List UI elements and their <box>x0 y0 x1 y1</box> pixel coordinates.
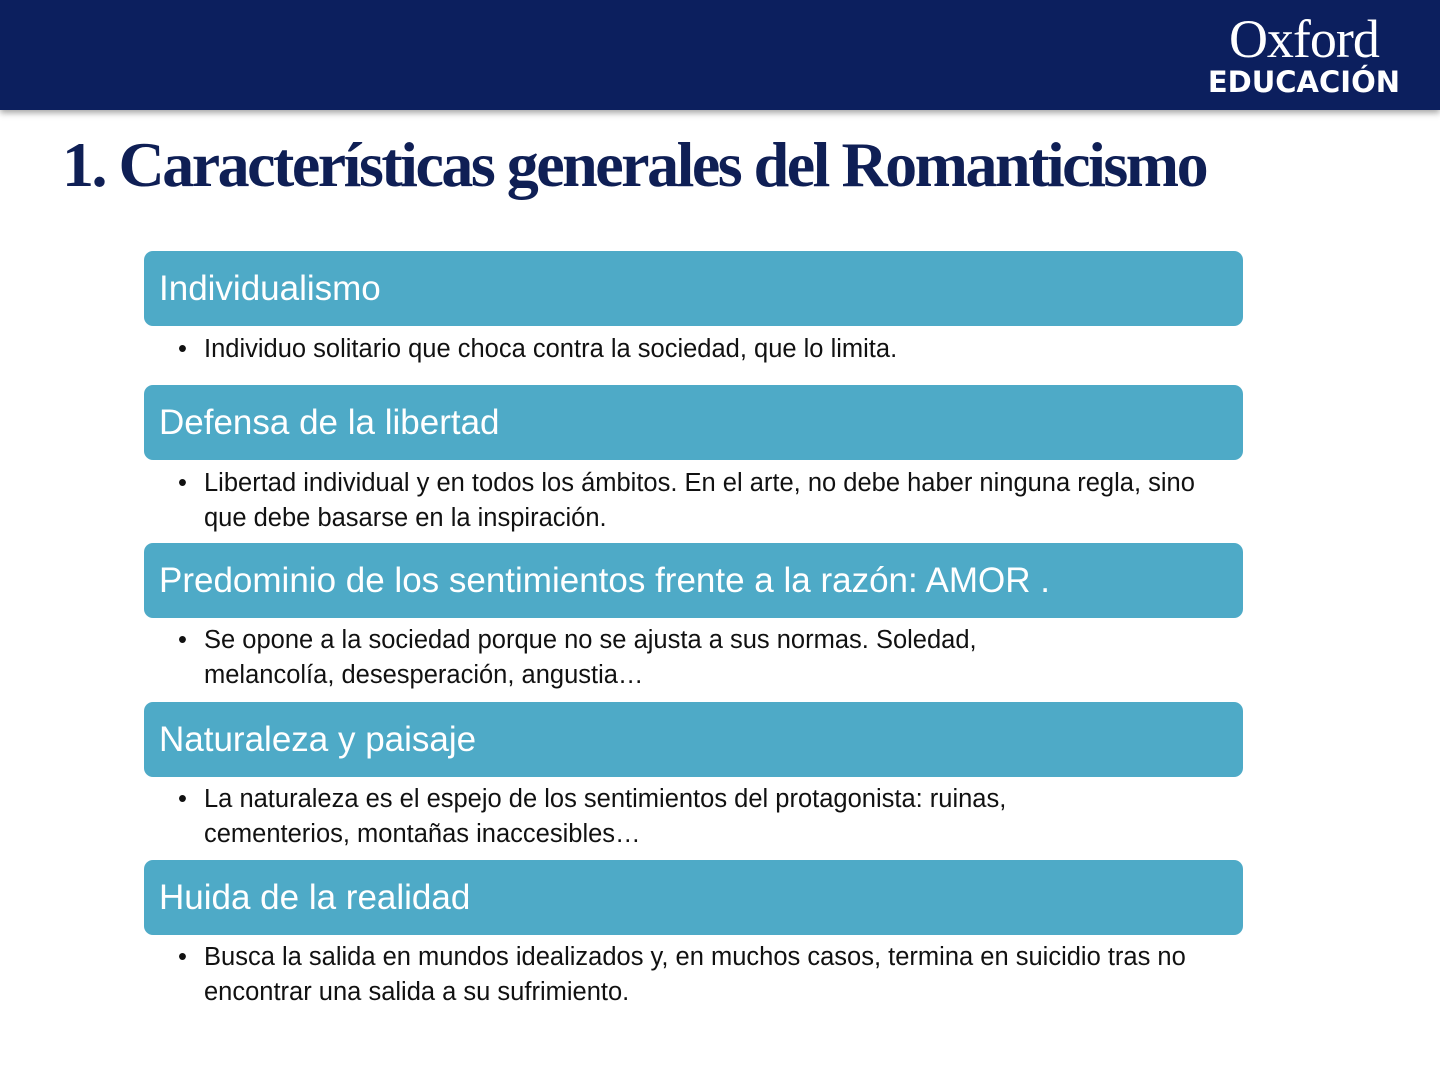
section-heading-sentimientos: Predominio de los sentimientos frente a la razón: AMOR . <box>144 543 1243 618</box>
bullet-text: La naturaleza es el espejo de los sentimientos del protagonista: ruinas, cementerios, montañas inaccesibles… <box>204 785 1007 848</box>
section-heading-individualismo: Individualismo <box>144 251 1243 326</box>
bullet-dot: • <box>178 626 187 654</box>
header-bar <box>0 0 1440 110</box>
bullet-item <box>178 466 1228 536</box>
section-heading-libertad: Defensa de la libertad <box>144 385 1243 460</box>
bullet-item <box>178 623 1228 693</box>
oxford-educacion-logo <box>1207 9 1400 99</box>
slide-title: 1. Características generales del Romanticismo <box>62 129 1207 200</box>
logo-sub: EDUCACIÓN <box>1207 65 1400 99</box>
bullet-item <box>178 332 1228 367</box>
section-heading-huida: Huida de la realidad <box>144 860 1243 935</box>
bullet-dot: • <box>178 335 187 363</box>
bullet-text: Se opone a la sociedad porque no se ajusta a sus normas. Soledad, melancolía, desesperación, angustia… <box>204 626 977 689</box>
logo-main: Oxford <box>1228 9 1379 69</box>
bullet-dot: • <box>178 469 187 497</box>
bullet-item <box>178 782 1228 852</box>
section-heading-naturaleza: Naturaleza y paisaje <box>144 702 1243 777</box>
bullet-text: Libertad individual y en todos los ámbitos. En el arte, no debe haber ninguna regla, sino que debe basarse en la inspiración. <box>204 469 1195 532</box>
bullet-text: Individuo solitario que choca contra la sociedad, que lo limita. <box>204 335 898 363</box>
bullet-text: Busca la salida en mundos idealizados y, en muchos casos, termina en suicidio tras no encontrar una salida a su sufrimiento. <box>204 943 1186 1006</box>
bullet-item <box>178 940 1228 1010</box>
bullet-dot: • <box>178 785 187 813</box>
bullet-dot: • <box>178 943 187 971</box>
